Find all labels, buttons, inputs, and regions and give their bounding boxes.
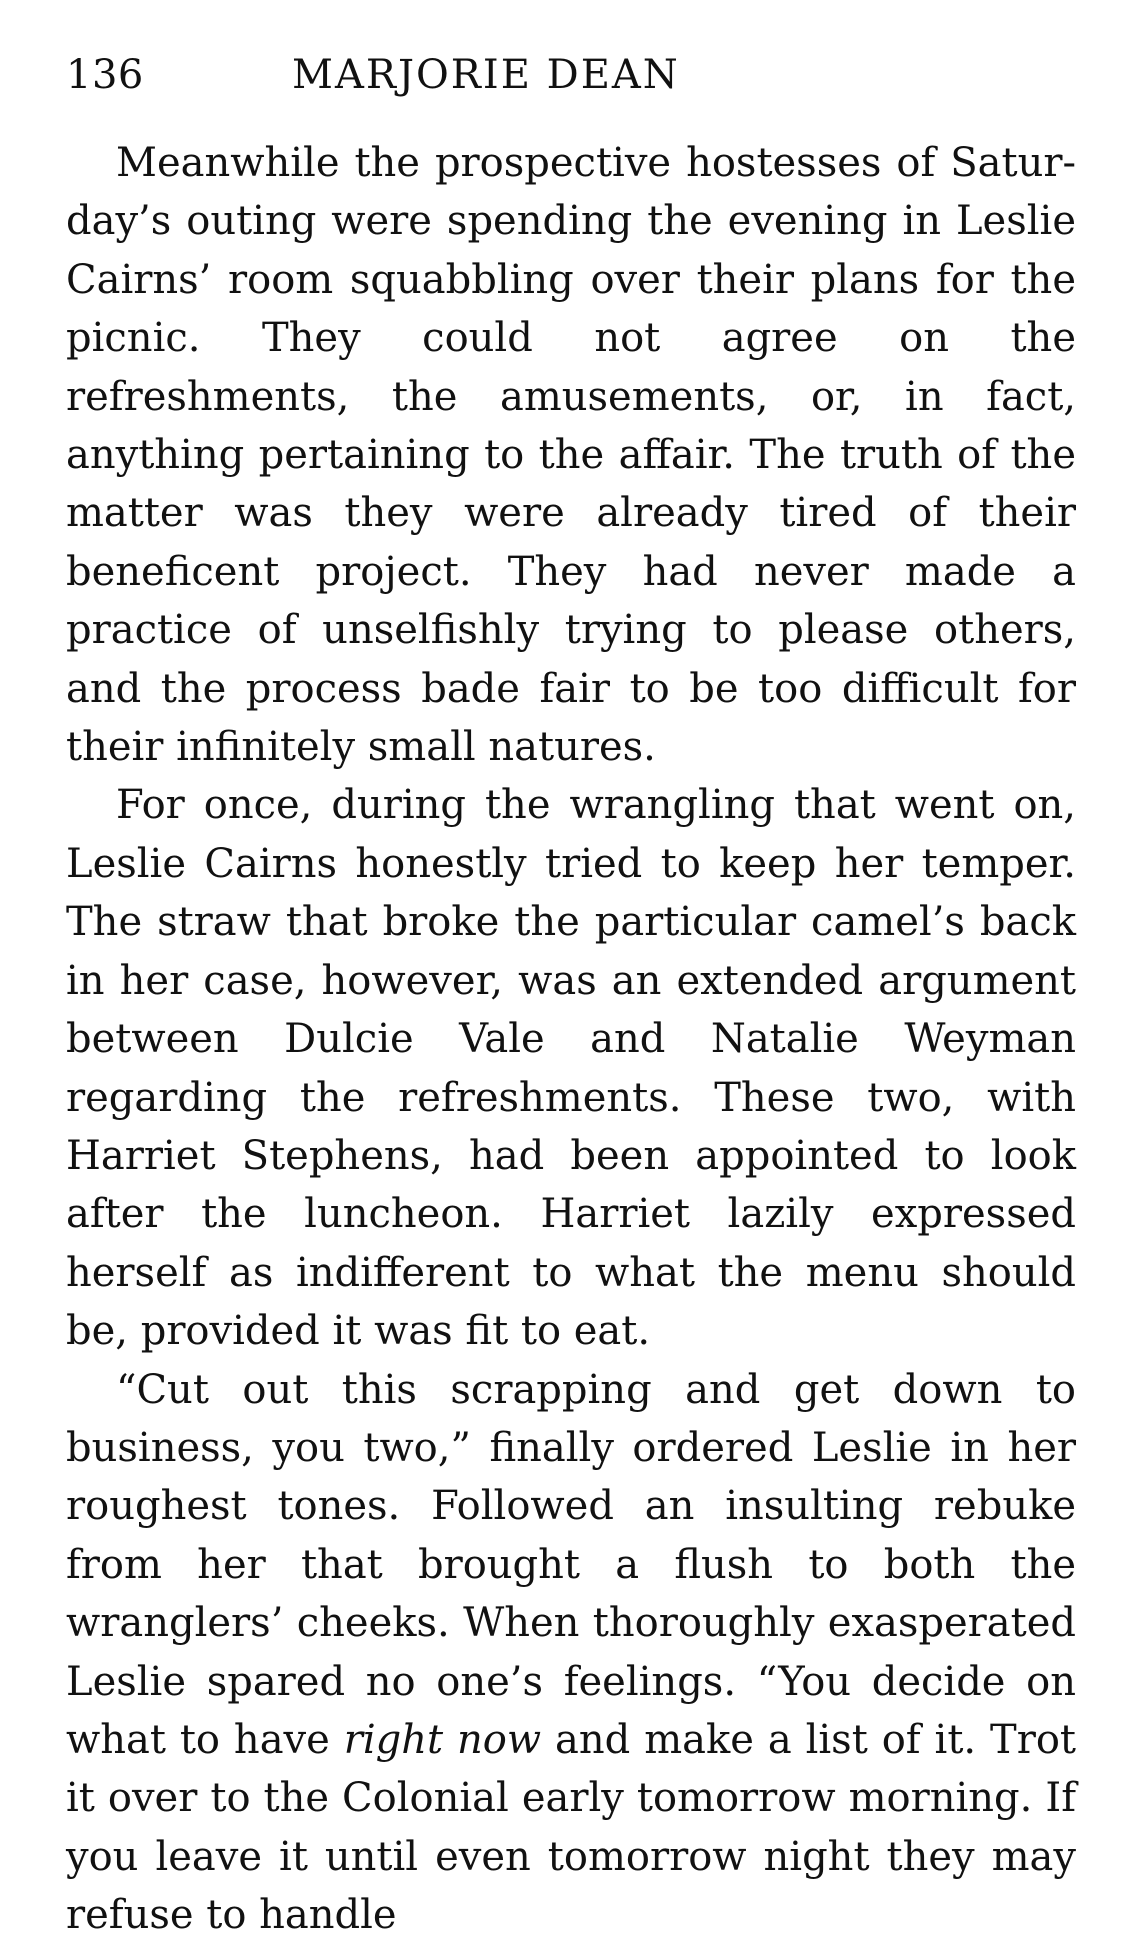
paragraph-2: For once, during the wrangling that went on, Leslie Cairns honestly tried to keep her temper. The straw that broke the particular camel’s back in her case, however, was an extended argument between Dulcie Vale and Natalie Weyman regarding the refreshments. These two, with Harriet Stephens, had been appointed to look after the luncheon. Harriet lazily expressed herself as indifferent to what the menu should be, provided it was fit to eat. (66, 782, 1076, 1355)
paragraph-3-emphasis: right now (343, 1716, 542, 1763)
paragraph-3-text-end: and make a list of it. Trot it over to the Colonial early tomorrow morning. If you leave it until even tomorrow night they may refuse to handle (66, 1716, 1076, 1939)
page-number: 136 (66, 52, 144, 98)
paragraph-1: Meanwhile the prospective hostesses of Saturday’s outing were spending the evening in Leslie Cairns’ room squabbling over their plans for the picnic. They could not agree on the refreshments, the amusements, or, in fact, anything pertaining to the affair. The truth of the matter was they were already tired of their beneficent project. They had never made a practice of unselfishly trying to please others, and the process bade fair to be too difficult for their infinitely small natures. (66, 140, 1076, 771)
book-title: MARJORIE DEAN (292, 52, 680, 98)
body-text (66, 134, 1076, 1945)
paragraph-3 (66, 1361, 1076, 1945)
book-page (66, 52, 1076, 1945)
paragraph-3-text-start: “Cut out this scrapping and get down to business, you two,” finally ordered Leslie in her roughest tones. Followed an insulting rebuke from her that brought a flush to both the wranglers’ cheeks. When thoroughly exasperated Leslie spared no one’s feelings. “You decide on what to have (66, 1366, 1076, 1763)
running-head (66, 52, 1076, 122)
